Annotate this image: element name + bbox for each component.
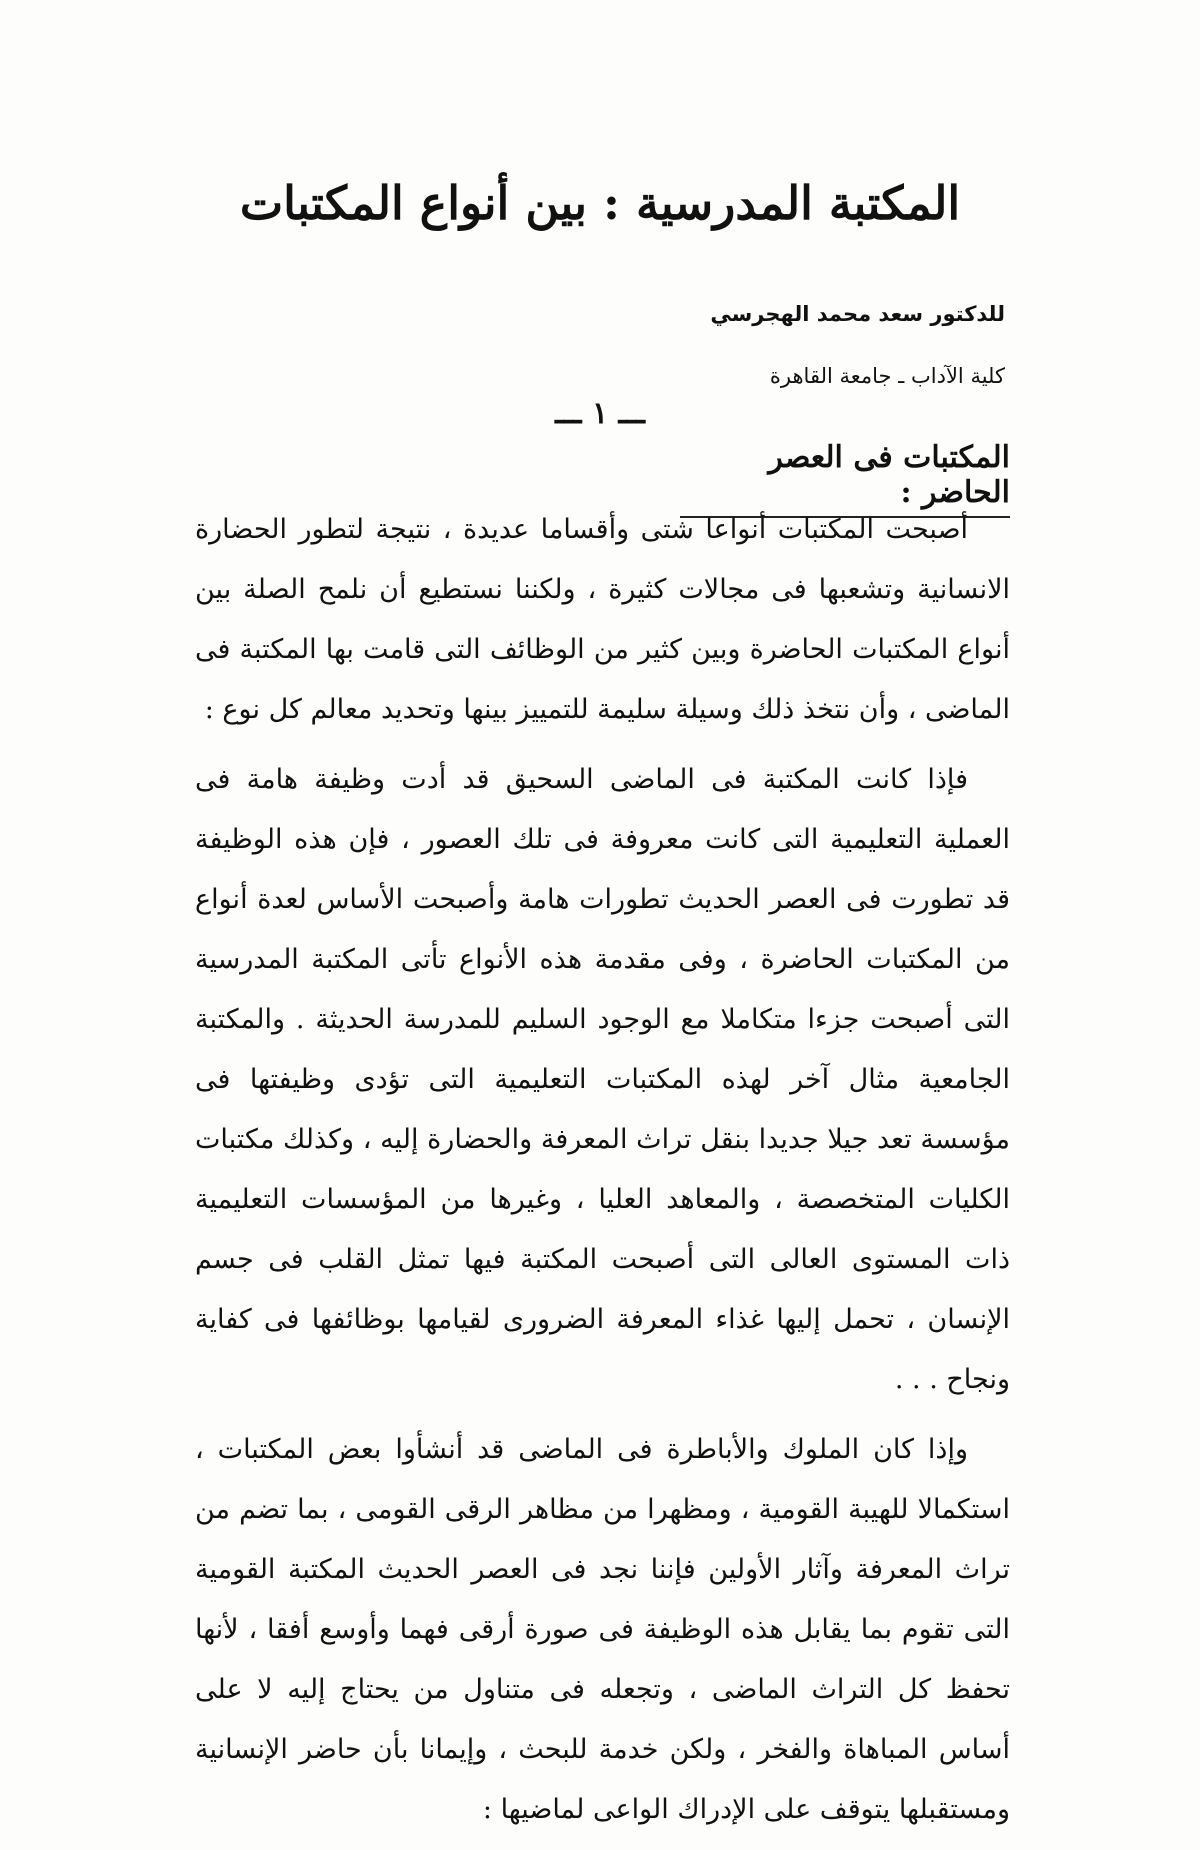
- paragraph-1: أصبحت المكتبات أنواعا شتى وأقساما عديدة ، نتيجة لتطور الحضارة الانسانية وتشعبها فى مجالات كثيرة ، ولكننا نستطيع أن نلمح الصلة بين أنواع المكتبات الحاضرة وبين كثير من الوظائف التى قامت بها المكتبة فى الماضى ، وأن نتخذ ذلك وسيلة سليمة للتمييز بينها وتحديد معالم كل نوع :: [195, 514, 1010, 725]
- paragraph-2: فإذا كانت المكتبة فى الماضى السحيق قد أدت وظيفة هامة فى العملية التعليمية التى كانت معروفة فى تلك العصور ، فإن هذه الوظيفة قد تطورت فى العصر الحديث تطورات هامة وأصبحت الأساس لعدة أنواع من المكتبات الحاضرة ، وفى مقدمة هذه الأنواع تأتى المكتبة المدرسية التى أصبحت جزءا متكاملا مع الوجود السليم للمدرسة الحديثة . والمكتبة الجامعية مثال آخر لهذه المكتبات التعليمية التى تؤدى وظيفتها فى مؤسسة تعد جيلا جديدا بنقل تراث المعرفة والحضارة إليه ، وكذلك مكتبات الكليات المتخصصة ، والمعاهد العليا ، وغيرها من المؤسسات التعليمية ذات المستوى العالى التى أصبحت المكتبة فيها تمثل القلب فى جسم الإنسان ، تحمل إليها غذاء المعرفة الضرورى لقيامها بوظائفها فى كفاية ونجاح . . .: [195, 764, 1010, 1395]
- paragraph-3: وإذا كان الملوك والأباطرة فى الماضى قد أنشأوا بعض المكتبات ، استكمالا للهيبة القومية ، ومظهرا من مظاهر الرقى القومى ، بما تضم من تراث المعرفة وآثار الأولين فإننا نجد فى العصر الحديث المكتبة القومية التى تقوم بما يقابل هذه الوظيفة فى صورة أرقى فهما وأوسع أفقا ، لأنها تحفظ كل التراث الماضى ، وتجعله فى متناول من يحتاج إليه لا على أساس المباهاة والفخر ، ولكن خدمة للبحث ، وإيمانا بأن حاضر الإنسانية ومستقبلها يتوقف على الإدراك الواعى لماضيها :: [195, 1434, 1010, 1825]
- author-line: للدكتور سعد محمد الهجرسي: [710, 302, 1005, 326]
- body-text: [195, 500, 1010, 1850]
- affiliation-line: كلية الآداب ـ جامعة القاهرة: [769, 364, 1005, 388]
- section-heading: المكتبات فى العصر الحاضر :: [680, 440, 1010, 518]
- page-title: المكتبة المدرسية : بين أنواع المكتبات: [239, 176, 961, 230]
- section-number: ـــ ١ ـــ: [555, 396, 645, 431]
